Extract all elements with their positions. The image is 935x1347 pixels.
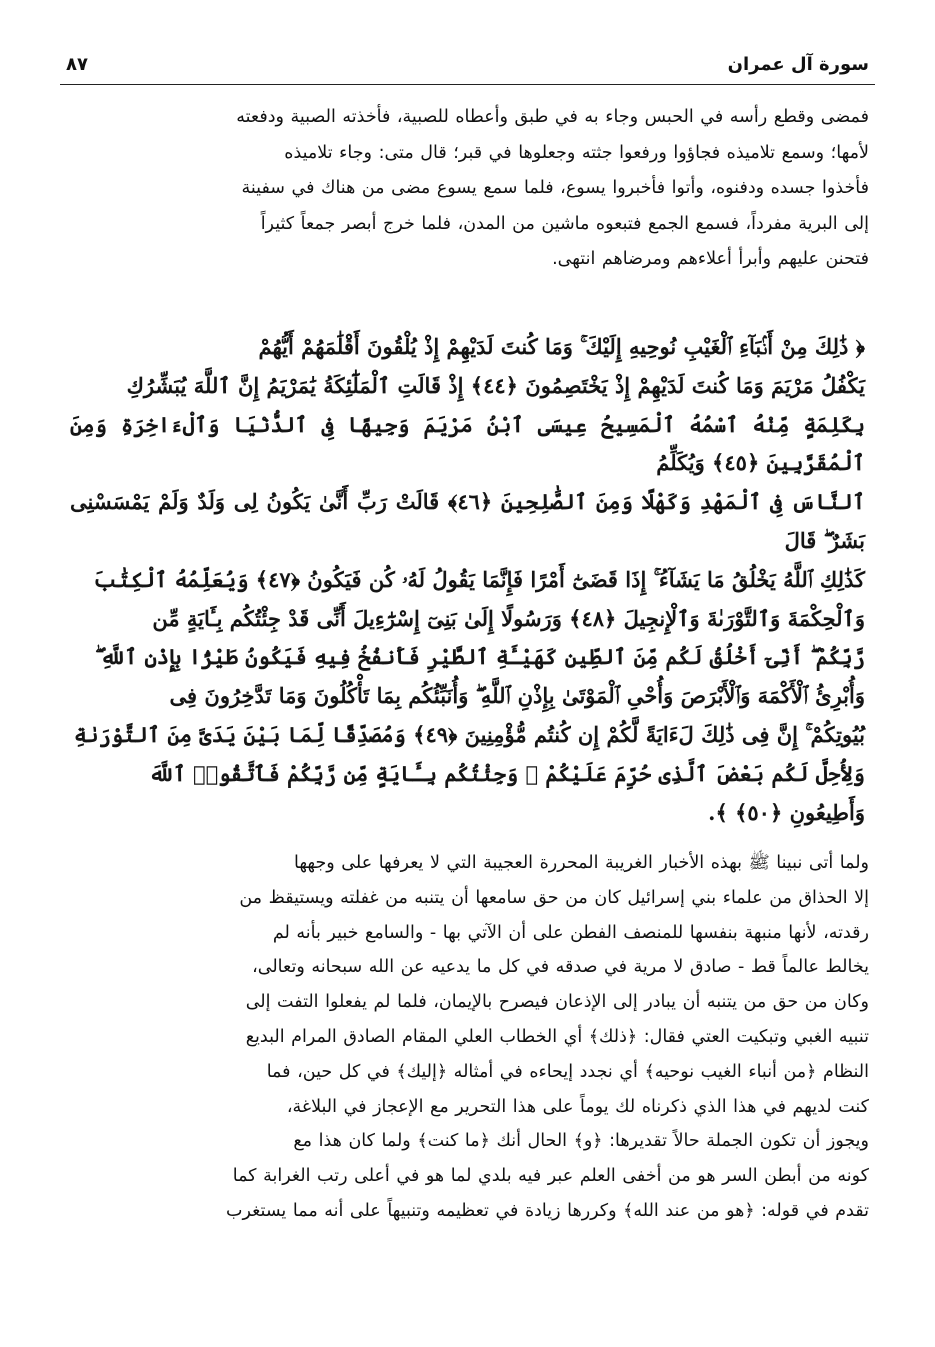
text-line: وكان من حق من يتنبه أن يبادر إلى الإذعان فيصرح بالإيمان، فلما لم يفعلوا التفت إلى bbox=[245, 992, 869, 1013]
text-line: لأمها؛ وسمع تلاميذه فجاؤوا ورفعوا جثته وجعلوها في قبر؛ قال متى: وجاء تلاميذه bbox=[284, 142, 869, 163]
text-line: النظام ﴿من أنباء الغيب نوحيه﴾ أي نجدد إيحاءه في أمثاله ﴿إليك﴾ في كل حين، فما bbox=[266, 1061, 869, 1082]
text-line: إلى البرية مفرداً، فسمع الجمع فتبعوه ماشين من المدن، فلما خرج أبصر جمعاً كثيراً bbox=[260, 213, 869, 234]
text-line: فأخذوا جسده ودفنوه، وأتوا فأخبروا يسوع، فلما سمع يسوع مضى من هناك في سفينة bbox=[241, 178, 869, 199]
verse-line: ٱلنَّاسَ فِى ٱلْمَهْدِ وَكَهْلًا وَمِنَ ٱلصَّٰلِحِينَ ﴿٤٦﴾ قَالَتْ رَبِّ أَنَّىٰ يَكُونُ لِى وَلَدٌ وَلَمْ يَمْسَسْنِى بَشَرٌ ۖ قَالَ bbox=[70, 489, 866, 553]
text-line: ويجوز أن تكون الجملة حالاً تقديرها: ﴿و﴾ الحال أنك ﴿ما كنت﴾ ولما كان هذا مع bbox=[293, 1131, 869, 1152]
verse-line: وَٱلْحِكْمَةَ وَٱلتَّوْرَىٰةَ وَٱلْإِنجِيلَ ﴿٤٨﴾ وَرَسُولًا إِلَىٰ بَنِىٓ إِسْرَٰٓءِيلَ أَنِّى قَدْ جِئْتُكُم بِـَٔايَةٍ مِّن bbox=[152, 605, 865, 631]
text-line: تقدم في قوله: ﴿هو من عند الله﴾ وكررها زيادة في تعظيمه وتنبيهاً على أنه مما يستغرب bbox=[225, 1200, 869, 1221]
text-line: كنت لديهم في هذا الذي ذكرناه لك يوماً على هذا التحرير مع الإعجاز في البلاغة، bbox=[286, 1096, 869, 1117]
verse-line: وَأُبْرِئُ ٱلْأَكْمَهَ وَٱلْأَبْرَصَ وَأُحْىِ ٱلْمَوْتَىٰ بِإِذْنِ ٱللَّهِ ۖ وَأُنَبِّئُكُم بِمَا تَأْكُلُونَ وَمَا تَدَّخِرُونَ فِى bbox=[169, 683, 865, 709]
text-line: كونه من أبطن السر هو من أخفى العلم عبر فيه بلدي لما هو في أعلى رتب الغرابة كما bbox=[232, 1166, 869, 1187]
verse-line: وَلِأُحِلَّ لَكُم بَعْضَ ٱلَّذِى حُرِّمَ عَلَيْكُمْ ۚ وَجِئْتُكُم بِـَٔايَةٍ مِّن رَّبِّكُمْ فَٱتَّقُوا۟ ٱللَّهَ bbox=[148, 760, 865, 786]
page-header bbox=[60, 50, 875, 85]
text-line: فمضى وقطع رأسه في الحبس وجاء به في طبق وأعطاه للصبية، فأخذته الصبية ودفعته bbox=[236, 107, 869, 127]
surah-title: سورة آل عمران bbox=[727, 54, 869, 75]
text-line: يخالط عالماً قط - صادق لا مرية في صدقه في كل ما يدعيه عن الله سبحانه وتعالى، bbox=[252, 957, 869, 978]
verse-line: رَّبِّكُمْ ۖ أَنِّىٓ أَخْلُقُ لَكُم مِّنَ ٱلطِّينِ كَهَيْـَٔةِ ٱلطَّيْرِ فَأَنفُخُ فِيهِ فَيَكُونُ طَيْرًۢا بِإِذْنِ ٱللَّهِ ۖ bbox=[95, 644, 865, 670]
text-line: تنبيه الغبي وتبكيت العتي فقال: ﴿ذلك﴾ أي الخطاب العلي المقام الصادق المرام البديع bbox=[245, 1026, 869, 1047]
text-line: فتحنن عليهم وأبرأ أعلاءهم ومرضاهم انتهى. bbox=[552, 249, 869, 270]
verse-line: بُيُوتِكُمْ ۚ إِنَّ فِى ذَٰلِكَ لَءَايَةً لَّكُمْ إِن كُنتُم مُّؤْمِنِينَ ﴿٤٩﴾ وَمُصَدِّقًا لِّمَا بَيْنَ يَدَىَّ مِنَ ٱلتَّوْرَىٰةِ bbox=[73, 721, 865, 747]
commentary-paragraph-top bbox=[66, 100, 869, 278]
text-line: ولما أتى نبينا ﷺ بهذه الأخبار الغريبة المحررة العجيبة التي لا يعرفها على وجهها bbox=[294, 853, 869, 873]
page-number: ٨٧ bbox=[66, 54, 88, 75]
quran-verse-block bbox=[70, 328, 865, 832]
verse-line: وَأَطِيعُونِ ﴿٥٠﴾ ﴾. bbox=[708, 799, 865, 825]
commentary-paragraph-bottom bbox=[66, 846, 869, 1229]
verse-line: بِكَلِمَةٍ مِّنْهُ ٱسْمُهُ ٱلْمَسِيحُ عِيسَى ٱبْنُ مَرْيَمَ وَجِيهًا فِى ٱلدُّنْيَا وَٱلْءَاخِرَةِ وَمِنَ ٱلْمُقَرَّبِينَ ﴿٤٥﴾ وَيُكَلِّمُ bbox=[70, 411, 865, 476]
verse-line: ﴿ ذَٰلِكَ مِنْ أَنۢبَآءِ ٱلْغَيْبِ نُوحِيهِ إِلَيْكَ ۚ وَمَا كُنتَ لَدَيْهِمْ إِذْ يُلْقُونَ أَقْلَٰمَهُمْ أَيُّهُمْ bbox=[258, 334, 865, 359]
verse-line: كَذَٰلِكِ ٱللَّهُ يَخْلُقُ مَا يَشَآءُ ۚ إِذَا قَضَىٰٓ أَمْرًا فَإِنَّمَا يَقُولُ لَهُۥ كُن فَيَكُونُ ﴿٤٧﴾ وَيُعَلِّمُهُ ٱلْكِتَٰبَ bbox=[93, 566, 865, 592]
text-line: رقدته، لأنها منبهة بنفسها للمنصف الفطن على أن الآتي بها - والسامع خبير بأنه لم bbox=[272, 922, 869, 943]
text-line: إلا الحذاق من علماء بني إسرائيل كان من حق سامعها أن يتنبه من غفلته ويستيقظ من bbox=[239, 887, 869, 908]
verse-line: يَكْفُلُ مَرْيَمَ وَمَا كُنتَ لَدَيْهِمْ إِذْ يَخْتَصِمُونَ ﴿٤٤﴾ إِذْ قَالَتِ ٱلْمَلَٰٓئِكَةُ يَٰمَرْيَمُ إِنَّ ٱللَّهَ يُبَشِّرُكِ bbox=[126, 372, 865, 398]
